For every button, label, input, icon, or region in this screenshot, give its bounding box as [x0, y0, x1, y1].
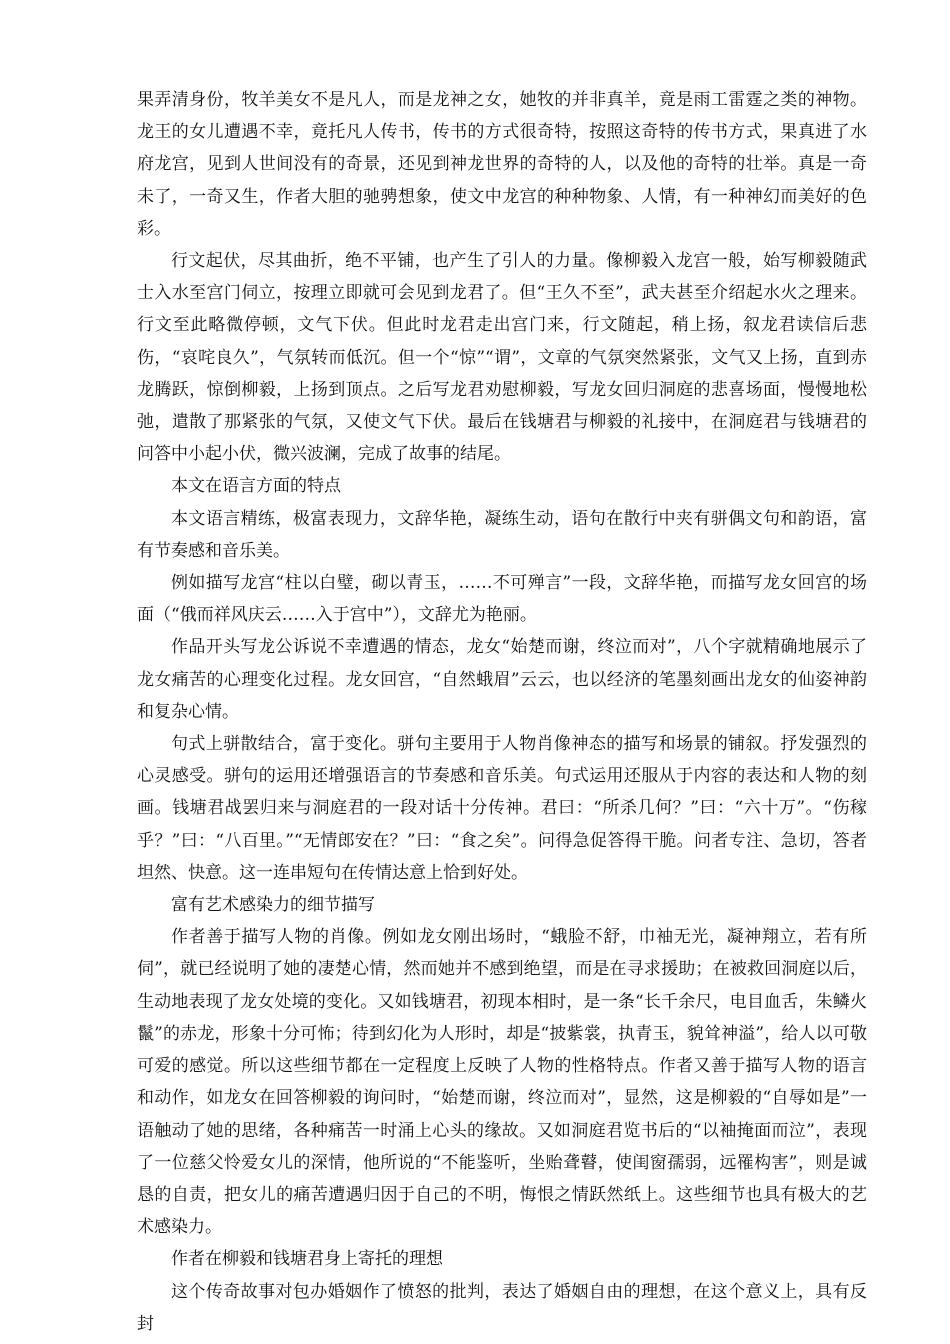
section-heading-ideals: 作者在柳毅和钱塘君身上寄托的理想 [171, 1249, 443, 1270]
paragraph-marriage-critique: 这个传奇故事对包办婚姻作了愤怒的批判，表达了婚姻自由的理想，在这个意义上，具有反封 [137, 1281, 867, 1334]
paragraph-continuation: 果弄清身份，牧羊美女不是凡人，而是龙神之女，她牧的并非真羊，竟是雨工雷霆之类的神物。龙王的女儿遭遇不幸，竟托凡人传书，传书的方式很奇特，按照这奇特的传书方式，果真进了水府龙宫，见到人世间没有的奇景，还见到神龙世界的奇特的人，以及他的奇特的壮举。真是一奇未了，一奇又生，作者大胆的驰骋想象，使文中龙宫的种种物象、人情，有一种神幻而美好的色彩。 [137, 90, 867, 239]
paragraph-narrative-rhythm: 行文起伏，尽其曲折，绝不平铺，也产生了引人的力量。像柳毅入龙宫一般，始写柳毅随武士入水至宫门伺立，按理立即就可会见到龙君了。但“王久不至”，武夫甚至介绍起水火之理来。行文至此略微停顿，文气下伏。但此时龙君走出宫门来，行文随起，稍上扬，叙龙君读信后悲伤，“哀咤良久”，气氛转而低沉。但一个“惊”“谓”，文章的气氛突然紧张，文气又上扬，直到赤龙腾跃，惊倒柳毅，上扬到顶点。之后写龙君劝慰柳毅，写龙女回归洞庭的悲喜场面，慢慢地松弛，遣散了那紧张的气氛，又使文气下伏。最后在钱塘君与柳毅的礼接中，在洞庭君与钱塘君的问答中小起小伏，微兴波澜，完成了故事的结尾。 [137, 251, 867, 465]
paragraph-sentence-structure: 句式上骈散结合，富于变化。骈句主要用于人物肖像神态的描写和场景的铺叙。抒发强烈的心灵感受。骈句的运用还增强语言的节奏感和音乐美。句式运用还服从于内容的表达和人物的刻画。钱塘君战罢归来与洞庭君的一段对话十分传神。君曰：“所杀几何？”曰：“六十万”。“伤稼乎？”曰：“八百里。”“无情郎安在？”曰：“食之矣”。问得急促答得干脆。问者专注、急切，答者坦然、快意。这一连串短句在传情达意上恰到好处。 [137, 734, 867, 883]
document-body [137, 84, 867, 1340]
paragraph-palace-description: 例如描写龙宫“柱以白璧，砌以青玉，……不可殚言”一段，文辞华艳，而描写龙女回宫的场面（“俄而祥风庆云……入于宫中”），文辞尤为艳丽。 [137, 573, 867, 626]
paragraph-dragon-girl-emotion: 作品开头写龙公诉说不幸遭遇的情态，龙女“始楚而谢，终泣而对”，八个字就精确地展示了龙女痛苦的心理变化过程。龙女回宫，“自然蛾眉”云云，也以经济的笔墨刻画出龙女的仙姿神韵和复杂心情。 [137, 637, 867, 722]
paragraph-language-overview: 本文语言精练，极富表现力，文辞华艳，凝练生动，语句在散行中夹有骈偶文句和韵语，富有节奏感和音乐美。 [137, 508, 867, 561]
section-heading-language: 本文在语言方面的特点 [171, 476, 341, 497]
paragraph-portrait-details: 作者善于描写人物的肖像。例如龙女刚出场时，“蛾脸不舒，巾袖无光，凝神翔立，若有所伺”，就已经说明了她的凄楚心情，然而她并不感到绝望，而是在寻求援助；在被救回洞庭以后，生动地表现了龙女处境的变化。又如钱塘君，初现本相时，是一条“长千余尺，电目血舌，朱鳞火鬣”的赤龙，形象十分可怖；待到幻化为人形时，却是“披紫裳，执青玉，貌耸神溢”，给人以可敬可爱的感觉。所以这些细节都在一定程度上反映了人物的性格特点。作者又善于描写人物的语言和动作，如龙女在回答柳毅的询问时，“始楚而谢，终泣而对”，显然，这是柳毅的“自辱如是”一语触动了她的思绪，各种痛苦一时涌上心头的缘故。又如洞庭君览书后的“以袖掩面而泣”，表现了一位慈父怜爱女儿的深情，他所说的“不能鉴听，坐贻聋瞽，使闺窗孺弱，远罹构害”，则是诚恳的自责，把女儿的痛苦遭遇归因于自己的不明，悔恨之情跃然纸上。这些细节也具有极大的艺术感染力。 [137, 927, 867, 1238]
section-heading-details: 富有艺术感染力的细节描写 [171, 895, 375, 916]
